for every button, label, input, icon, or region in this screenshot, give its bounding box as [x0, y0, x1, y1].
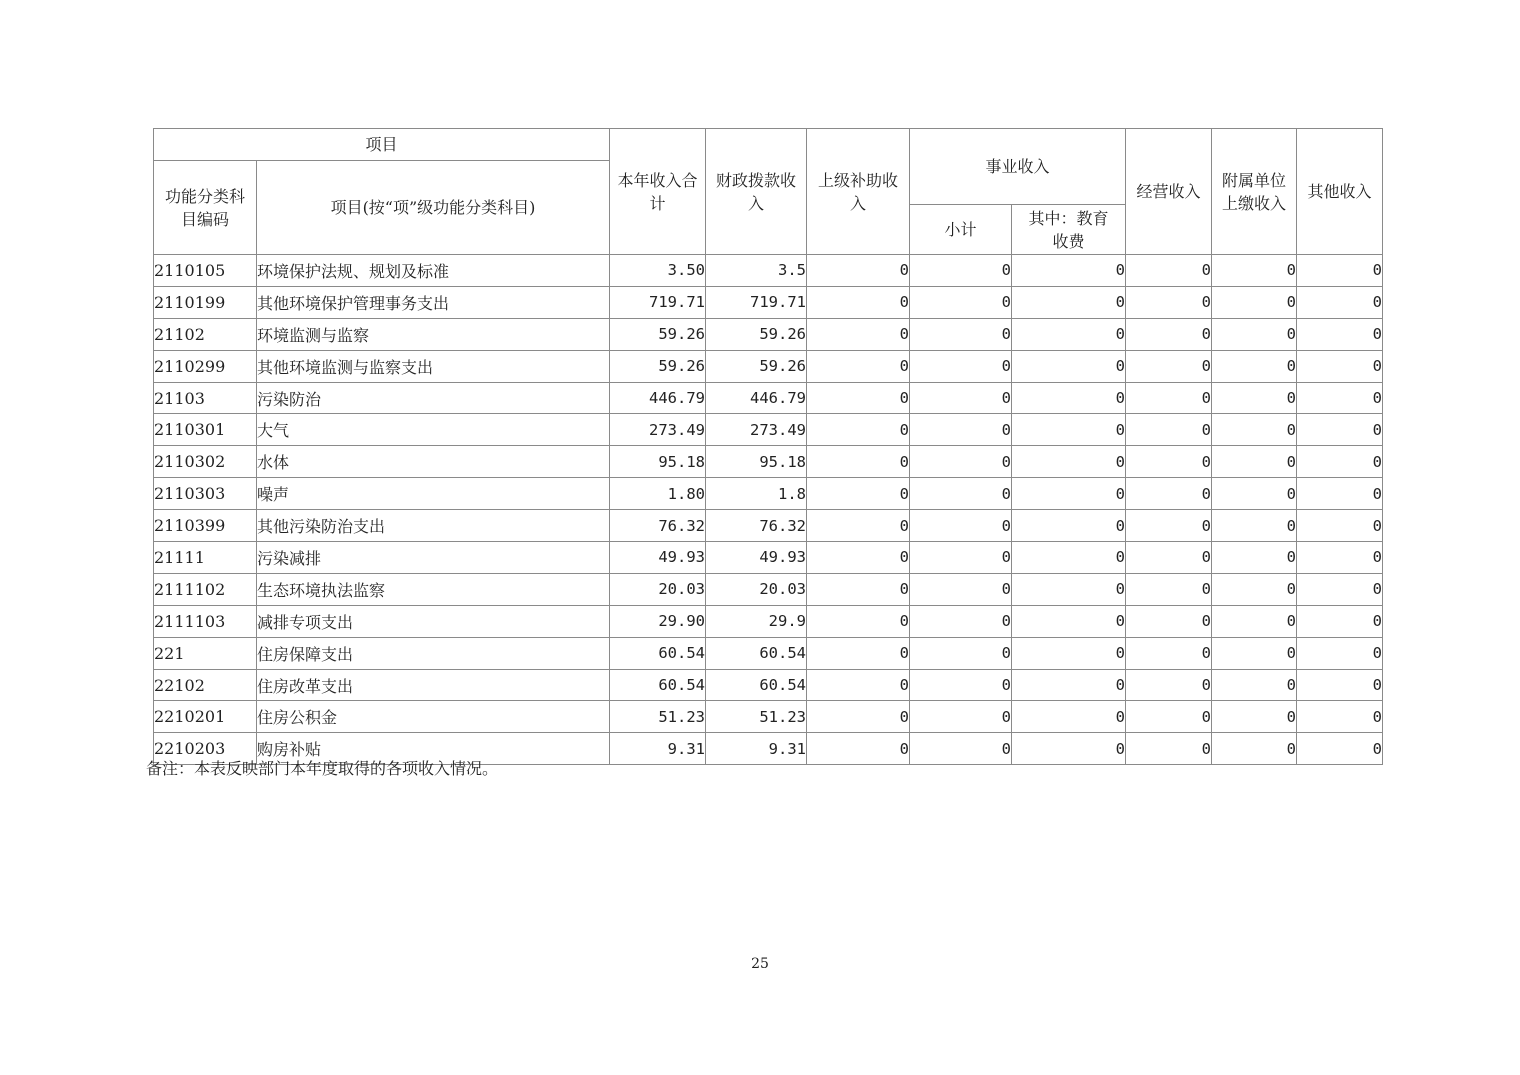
table-row: [154, 637, 1383, 669]
row-subtotal: 0: [910, 510, 1012, 542]
row-fiscal: 60.54: [706, 669, 807, 701]
row-education: 0: [1012, 286, 1126, 318]
row-other: 0: [1297, 605, 1383, 637]
row-superior: 0: [807, 350, 910, 382]
row-name: 生态环境执法监察: [257, 573, 610, 605]
table-row: [154, 701, 1383, 733]
row-subtotal: 0: [910, 382, 1012, 414]
table-body: [154, 255, 1383, 765]
row-affiliated: 0: [1212, 669, 1297, 701]
row-total: 3.50: [610, 255, 706, 287]
row-education: 0: [1012, 637, 1126, 669]
row-total: 273.49: [610, 414, 706, 446]
row-superior: 0: [807, 637, 910, 669]
table-row: [154, 255, 1383, 287]
row-subtotal: 0: [910, 701, 1012, 733]
table-header: [154, 129, 1383, 255]
row-subtotal: 0: [910, 733, 1012, 765]
row-education: 0: [1012, 605, 1126, 637]
row-affiliated: 0: [1212, 318, 1297, 350]
table-note: 备注：本表反映部门本年度取得的各项收入情况。: [146, 759, 499, 778]
row-name: 水体: [257, 446, 610, 478]
header-superior: 上级补助收入: [807, 129, 910, 255]
header-total: 本年收入合计: [610, 129, 706, 255]
row-subtotal: 0: [910, 605, 1012, 637]
row-operating: 0: [1126, 573, 1212, 605]
row-education: 0: [1012, 255, 1126, 287]
row-operating: 0: [1126, 350, 1212, 382]
row-operating: 0: [1126, 510, 1212, 542]
row-name: 住房公积金: [257, 701, 610, 733]
row-code: 22102: [154, 669, 257, 701]
row-operating: 0: [1126, 318, 1212, 350]
row-other: 0: [1297, 669, 1383, 701]
row-total: 9.31: [610, 733, 706, 765]
row-fiscal: 20.03: [706, 573, 807, 605]
header-business-group: 事业收入: [910, 129, 1126, 205]
row-affiliated: 0: [1212, 446, 1297, 478]
row-code: 2111103: [154, 605, 257, 637]
row-code: 2111102: [154, 573, 257, 605]
row-other: 0: [1297, 637, 1383, 669]
row-name: 大气: [257, 414, 610, 446]
table-row: [154, 573, 1383, 605]
row-name: 其他污染防治支出: [257, 510, 610, 542]
row-affiliated: 0: [1212, 637, 1297, 669]
row-fiscal: 1.8: [706, 478, 807, 510]
row-other: 0: [1297, 414, 1383, 446]
row-education: 0: [1012, 414, 1126, 446]
row-superior: 0: [807, 605, 910, 637]
row-superior: 0: [807, 669, 910, 701]
row-superior: 0: [807, 733, 910, 765]
row-other: 0: [1297, 350, 1383, 382]
row-superior: 0: [807, 414, 910, 446]
row-operating: 0: [1126, 605, 1212, 637]
header-item-group: 项目: [154, 129, 610, 161]
row-education: 0: [1012, 446, 1126, 478]
row-affiliated: 0: [1212, 701, 1297, 733]
row-affiliated: 0: [1212, 733, 1297, 765]
row-fiscal: 446.79: [706, 382, 807, 414]
row-fiscal: 76.32: [706, 510, 807, 542]
header-code: 功能分类科目编码: [154, 161, 257, 255]
row-operating: 0: [1126, 701, 1212, 733]
row-total: 719.71: [610, 286, 706, 318]
row-operating: 0: [1126, 478, 1212, 510]
row-name: 购房补贴: [257, 733, 610, 765]
row-other: 0: [1297, 542, 1383, 574]
row-subtotal: 0: [910, 255, 1012, 287]
row-name: 噪声: [257, 478, 610, 510]
row-fiscal: 49.93: [706, 542, 807, 574]
row-subtotal: 0: [910, 637, 1012, 669]
row-subtotal: 0: [910, 573, 1012, 605]
row-code: 221: [154, 637, 257, 669]
header-operating: 经营收入: [1126, 129, 1212, 255]
row-total: 95.18: [610, 446, 706, 478]
header-affiliated: 附属单位上缴收入: [1212, 129, 1297, 255]
row-superior: 0: [807, 478, 910, 510]
row-superior: 0: [807, 573, 910, 605]
row-operating: 0: [1126, 446, 1212, 478]
row-operating: 0: [1126, 542, 1212, 574]
row-code: 21102: [154, 318, 257, 350]
row-name: 环境保护法规、规划及标准: [257, 255, 610, 287]
row-affiliated: 0: [1212, 573, 1297, 605]
row-fiscal: 51.23: [706, 701, 807, 733]
table-row: [154, 414, 1383, 446]
row-superior: 0: [807, 255, 910, 287]
row-education: 0: [1012, 478, 1126, 510]
row-fiscal: 29.9: [706, 605, 807, 637]
row-education: 0: [1012, 669, 1126, 701]
table-row: [154, 446, 1383, 478]
row-other: 0: [1297, 573, 1383, 605]
row-code: 2210201: [154, 701, 257, 733]
header-other: 其他收入: [1297, 129, 1383, 255]
row-affiliated: 0: [1212, 510, 1297, 542]
table-row: [154, 382, 1383, 414]
table-row: [154, 542, 1383, 574]
table-row: [154, 318, 1383, 350]
row-education: 0: [1012, 318, 1126, 350]
row-name: 环境监测与监察: [257, 318, 610, 350]
row-fiscal: 60.54: [706, 637, 807, 669]
row-total: 446.79: [610, 382, 706, 414]
row-subtotal: 0: [910, 542, 1012, 574]
row-fiscal: 59.26: [706, 318, 807, 350]
row-name: 污染减排: [257, 542, 610, 574]
row-superior: 0: [807, 510, 910, 542]
row-affiliated: 0: [1212, 382, 1297, 414]
row-code: 2110105: [154, 255, 257, 287]
income-table-container: [153, 128, 1383, 765]
row-fiscal: 59.26: [706, 350, 807, 382]
row-total: 1.80: [610, 478, 706, 510]
row-other: 0: [1297, 478, 1383, 510]
row-other: 0: [1297, 255, 1383, 287]
row-name: 其他环境监测与监察支出: [257, 350, 610, 382]
row-superior: 0: [807, 446, 910, 478]
row-subtotal: 0: [910, 669, 1012, 701]
row-operating: 0: [1126, 286, 1212, 318]
table-row: [154, 669, 1383, 701]
row-education: 0: [1012, 510, 1126, 542]
row-superior: 0: [807, 542, 910, 574]
row-total: 60.54: [610, 637, 706, 669]
row-total: 59.26: [610, 350, 706, 382]
table-row: [154, 286, 1383, 318]
row-education: 0: [1012, 733, 1126, 765]
row-other: 0: [1297, 510, 1383, 542]
table-row: [154, 478, 1383, 510]
table-row: [154, 350, 1383, 382]
row-other: 0: [1297, 701, 1383, 733]
header-name: 项目(按“项”级功能分类科目): [257, 161, 610, 255]
row-operating: 0: [1126, 637, 1212, 669]
page-number: 25: [751, 956, 769, 972]
income-table: [153, 128, 1383, 765]
table-row: [154, 605, 1383, 637]
row-code: 2110302: [154, 446, 257, 478]
row-affiliated: 0: [1212, 414, 1297, 446]
row-total: 76.32: [610, 510, 706, 542]
row-total: 49.93: [610, 542, 706, 574]
row-code: 21103: [154, 382, 257, 414]
row-code: 21111: [154, 542, 257, 574]
row-subtotal: 0: [910, 286, 1012, 318]
row-superior: 0: [807, 318, 910, 350]
row-education: 0: [1012, 382, 1126, 414]
row-other: 0: [1297, 733, 1383, 765]
row-subtotal: 0: [910, 414, 1012, 446]
row-fiscal: 9.31: [706, 733, 807, 765]
row-total: 60.54: [610, 669, 706, 701]
row-affiliated: 0: [1212, 255, 1297, 287]
row-code: 2110301: [154, 414, 257, 446]
row-affiliated: 0: [1212, 350, 1297, 382]
header-education: 其中：教育收费: [1012, 205, 1126, 255]
row-code: 2110303: [154, 478, 257, 510]
row-other: 0: [1297, 286, 1383, 318]
table-row: [154, 510, 1383, 542]
row-education: 0: [1012, 701, 1126, 733]
row-other: 0: [1297, 318, 1383, 350]
row-total: 29.90: [610, 605, 706, 637]
row-superior: 0: [807, 382, 910, 414]
row-affiliated: 0: [1212, 286, 1297, 318]
row-operating: 0: [1126, 414, 1212, 446]
row-affiliated: 0: [1212, 542, 1297, 574]
row-name: 住房保障支出: [257, 637, 610, 669]
row-operating: 0: [1126, 382, 1212, 414]
row-superior: 0: [807, 286, 910, 318]
row-code: 2110399: [154, 510, 257, 542]
row-subtotal: 0: [910, 318, 1012, 350]
row-total: 59.26: [610, 318, 706, 350]
row-operating: 0: [1126, 255, 1212, 287]
row-name: 其他环境保护管理事务支出: [257, 286, 610, 318]
row-education: 0: [1012, 350, 1126, 382]
row-subtotal: 0: [910, 350, 1012, 382]
row-code: 2210203: [154, 733, 257, 765]
row-operating: 0: [1126, 669, 1212, 701]
header-subtotal: 小计: [910, 205, 1012, 255]
row-education: 0: [1012, 542, 1126, 574]
row-subtotal: 0: [910, 478, 1012, 510]
row-code: 2110199: [154, 286, 257, 318]
row-subtotal: 0: [910, 446, 1012, 478]
row-total: 51.23: [610, 701, 706, 733]
row-affiliated: 0: [1212, 605, 1297, 637]
row-superior: 0: [807, 701, 910, 733]
row-total: 20.03: [610, 573, 706, 605]
header-fiscal: 财政拨款收入: [706, 129, 807, 255]
row-fiscal: 95.18: [706, 446, 807, 478]
row-fiscal: 273.49: [706, 414, 807, 446]
row-name: 污染防治: [257, 382, 610, 414]
row-fiscal: 3.5: [706, 255, 807, 287]
row-affiliated: 0: [1212, 478, 1297, 510]
row-name: 住房改革支出: [257, 669, 610, 701]
row-other: 0: [1297, 382, 1383, 414]
row-other: 0: [1297, 446, 1383, 478]
row-name: 减排专项支出: [257, 605, 610, 637]
row-fiscal: 719.71: [706, 286, 807, 318]
row-operating: 0: [1126, 733, 1212, 765]
row-education: 0: [1012, 573, 1126, 605]
row-code: 2110299: [154, 350, 257, 382]
